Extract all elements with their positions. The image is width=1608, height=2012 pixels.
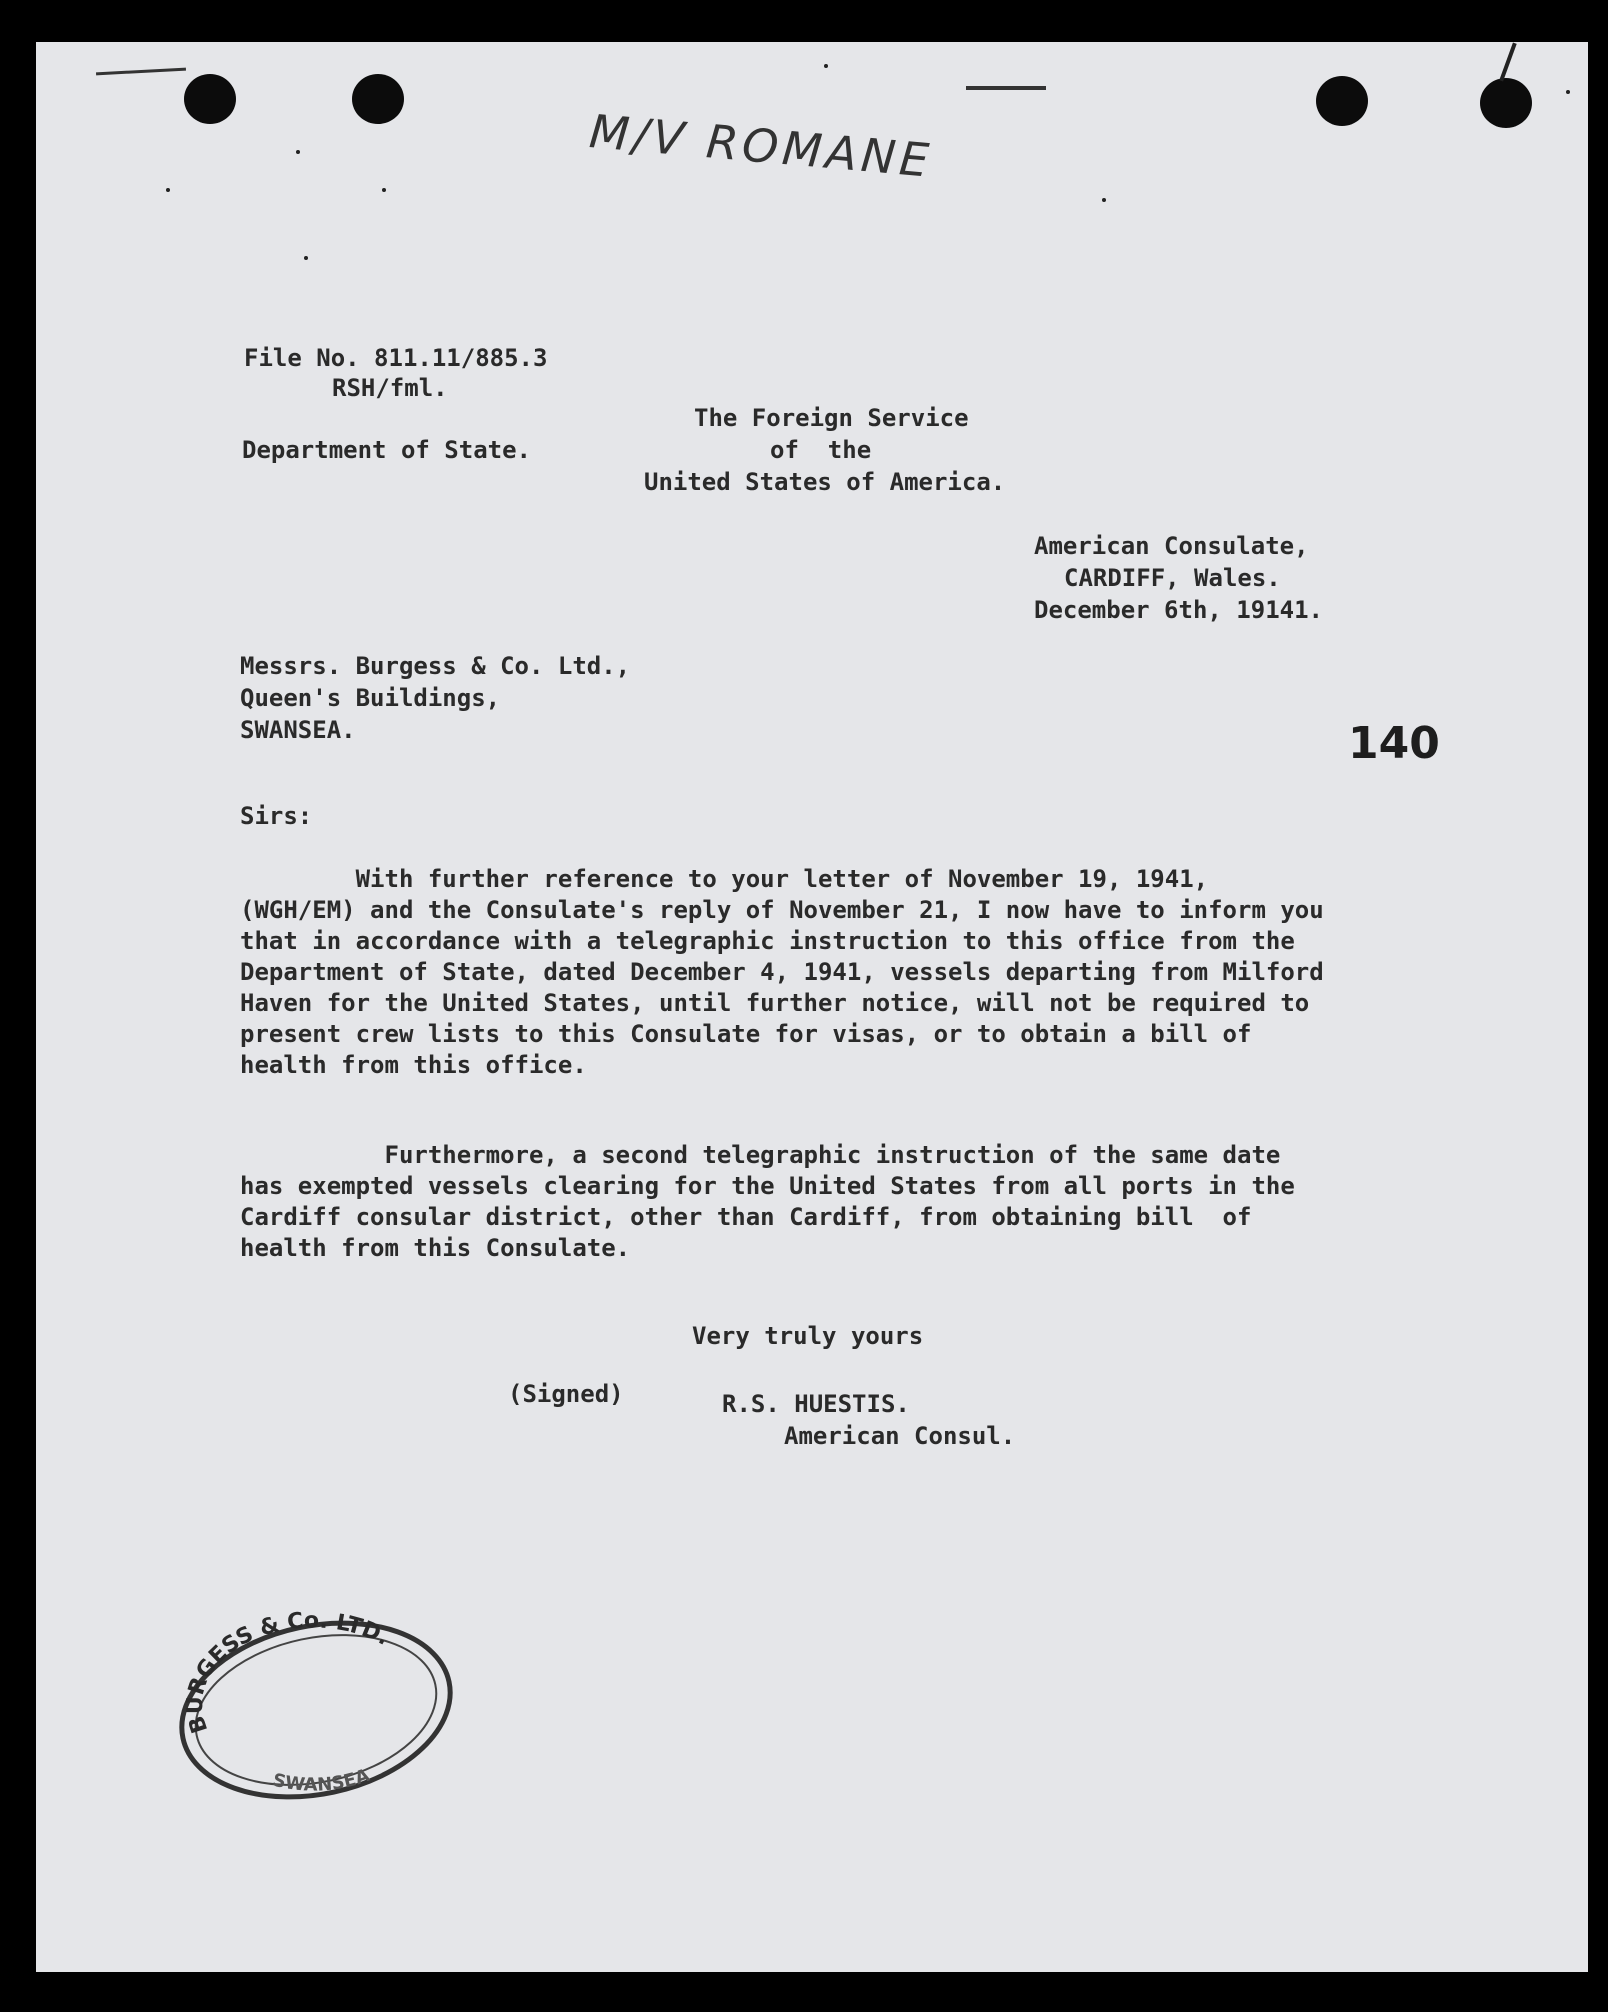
consulate-name: American Consulate,: [1034, 532, 1309, 560]
handwritten-vessel-note: M/V ROMANE: [587, 104, 935, 188]
speck: [1102, 198, 1106, 202]
scratch-mark: [96, 68, 186, 76]
company-stamp: [168, 1610, 468, 1810]
file-number: File No. 811.11/885.3: [244, 344, 548, 372]
salutation: Sirs:: [240, 802, 313, 830]
speck: [1566, 90, 1570, 94]
file-initials: RSH/fml.: [332, 374, 448, 402]
paragraph-line: Department of State, dated December 4, 1941, vessels departing from Milford: [240, 958, 1324, 986]
punch-hole: [184, 74, 236, 124]
signer-title: American Consul.: [784, 1422, 1016, 1450]
letter-date: December 6th, 19141.: [1034, 596, 1323, 624]
service-header-line3: United States of America.: [644, 468, 1006, 496]
signed-label: (Signed): [508, 1380, 624, 1408]
paragraph-line: has exempted vessels clearing for the United States from all ports in the: [240, 1172, 1295, 1200]
page-number: 140: [1348, 718, 1440, 769]
scratch-mark: [966, 86, 1046, 90]
speck: [382, 188, 386, 192]
addressee-line2: Queen's Buildings,: [240, 684, 501, 712]
punch-hole: [1480, 78, 1532, 128]
paragraph-line: health from this office.: [240, 1051, 587, 1079]
service-header-line1: The Foreign Service: [694, 404, 969, 432]
document-page: [36, 42, 1588, 1972]
scratch-mark: [1499, 43, 1516, 82]
addressee-line1: Messrs. Burgess & Co. Ltd.,: [240, 652, 631, 680]
stamp-top-text: BURGESS & Co. LTD.: [183, 1610, 394, 1737]
svg-text:BURGESS & Co. LTD.: [183, 1610, 393, 1736]
consulate-city: CARDIFF, Wales.: [1064, 564, 1281, 592]
speck: [166, 188, 170, 192]
speck: [824, 64, 828, 68]
punch-hole: [1316, 76, 1368, 126]
paragraph-line: (WGH/EM) and the Consulate's reply of November 21, I now have to inform you: [240, 896, 1324, 924]
speck: [296, 150, 300, 154]
closing: Very truly yours: [692, 1322, 924, 1350]
paragraph-line: health from this Consulate.: [240, 1234, 631, 1262]
stamp-bottom-text: SWANSEA: [270, 1764, 373, 1796]
paragraph-line: present crew lists to this Consulate for visas, or to obtain a bill of: [240, 1020, 1252, 1048]
paragraph-line: Furthermore, a second telegraphic instruction of the same date: [240, 1141, 1281, 1169]
department-line: Department of State.: [242, 436, 531, 464]
punch-hole: [352, 74, 404, 124]
speck: [304, 256, 308, 260]
paragraph-line: Haven for the United States, until further notice, will not be required to: [240, 989, 1310, 1017]
addressee-line3: SWANSEA.: [240, 716, 356, 744]
svg-text:SWANSEA: [271, 1765, 373, 1796]
paragraph-line: Cardiff consular district, other than Cardiff, from obtaining bill of: [240, 1203, 1252, 1231]
paragraph-line: that in accordance with a telegraphic instruction to this office from the: [240, 927, 1295, 955]
service-header-line2: of the: [770, 436, 872, 464]
paragraph-line: With further reference to your letter of November 19, 1941,: [240, 865, 1209, 893]
signer-name: R.S. HUESTIS.: [722, 1390, 910, 1418]
